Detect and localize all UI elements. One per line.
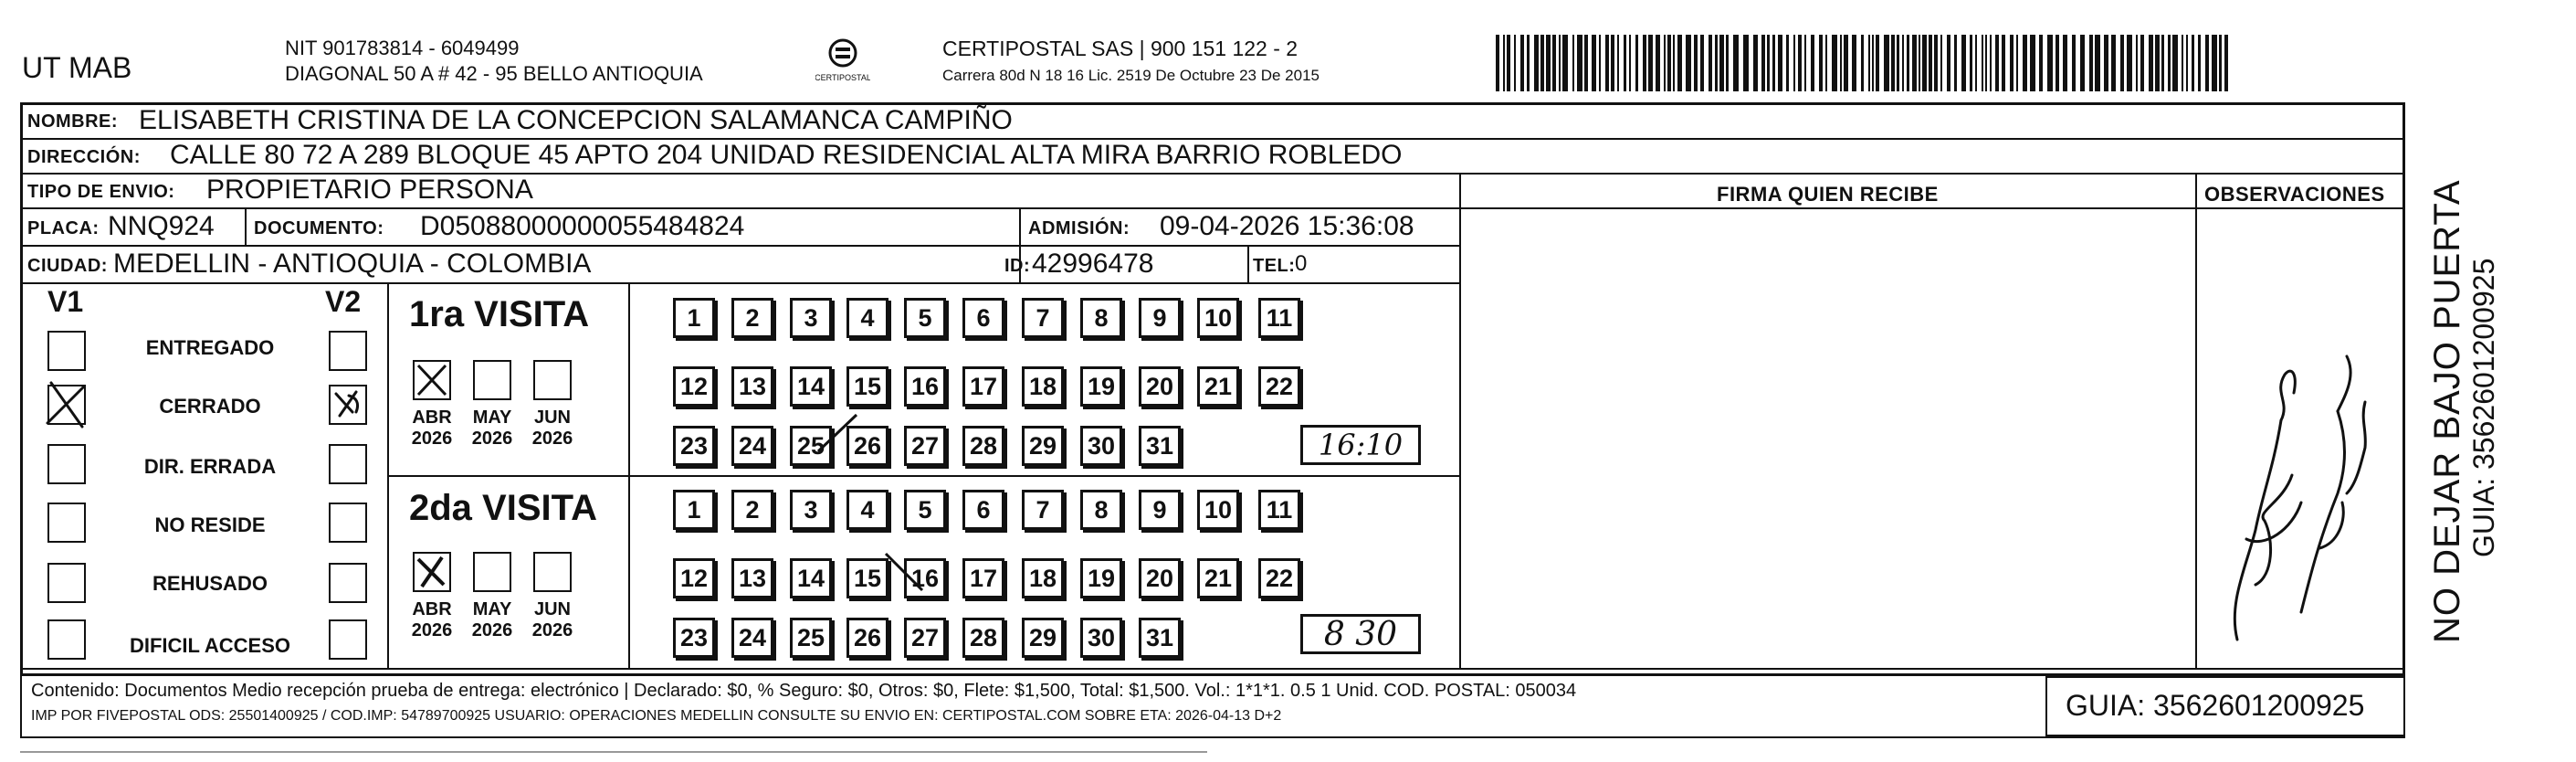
- barcode-bar: [2224, 35, 2228, 91]
- option-cerrado: CERRADO: [159, 395, 261, 418]
- barcode-bar: [1562, 35, 1568, 91]
- barcode-bar: [1496, 35, 1499, 91]
- visit1-day-31[interactable]: 31: [1139, 426, 1181, 466]
- visit2-day-27[interactable]: 27: [904, 618, 946, 658]
- visit1-day-5[interactable]: 5: [904, 298, 946, 338]
- barcode-bar: [1767, 35, 1770, 91]
- barcode-bar: [1624, 35, 1626, 91]
- barcode-bar: [2104, 35, 2108, 91]
- barcode-bar: [1786, 35, 1789, 91]
- visit1-day-11[interactable]: 11: [1258, 298, 1300, 338]
- visit1-day-20[interactable]: 20: [1139, 366, 1181, 407]
- visit2-day-30[interactable]: 30: [1080, 618, 1122, 658]
- documento-label: DOCUMENTO:: [254, 218, 384, 238]
- tipo-label: TIPO DE ENVIO:: [27, 182, 175, 202]
- visit2-day-24[interactable]: 24: [731, 618, 773, 658]
- barcode-bar: [1961, 35, 1966, 91]
- barcode-bar: [1599, 35, 1601, 91]
- visit2-day-17[interactable]: 17: [962, 558, 1004, 598]
- v1-label: V1: [47, 285, 84, 318]
- barcode: [1496, 35, 2228, 91]
- barcode-bar: [2140, 35, 2144, 91]
- barcode-bar: [2161, 35, 2164, 91]
- visit2-day-1[interactable]: 1: [673, 490, 715, 530]
- visit1-day-7[interactable]: 7: [1022, 298, 1064, 338]
- visit2-day-29[interactable]: 29: [1022, 618, 1064, 658]
- barcode-bar: [2016, 35, 2018, 91]
- visit2-day-22[interactable]: 22: [1258, 558, 1300, 598]
- visit2-day-6[interactable]: 6: [962, 490, 1004, 530]
- visit1-day-4[interactable]: 4: [846, 298, 888, 338]
- barcode-bar: [1919, 35, 1920, 91]
- visit1-day-17[interactable]: 17: [962, 366, 1004, 407]
- tel-label: TEL:: [1253, 256, 1296, 276]
- barcode-bar: [2149, 35, 2153, 91]
- v1-no-reside-checkbox[interactable]: [47, 503, 86, 543]
- certipostal-logo: [815, 37, 870, 88]
- barcode-bar: [1503, 35, 1505, 91]
- barcode-bar: [1897, 35, 1899, 91]
- barcode-bar: [1753, 35, 1758, 91]
- barcode-bar: [1902, 35, 1904, 91]
- barcode-bar: [1572, 35, 1574, 91]
- barcode-bar: [1868, 35, 1870, 91]
- barcode-bar: [1667, 35, 1671, 91]
- barcode-bar: [1954, 35, 1957, 91]
- option-rehusado: REHUSADO: [152, 572, 268, 595]
- visit1-day-14[interactable]: 14: [790, 366, 832, 407]
- visit1-day-19[interactable]: 19: [1080, 366, 1122, 407]
- barcode-bar: [1577, 35, 1582, 91]
- barcode-bar: [1552, 35, 1556, 91]
- barcode-bar: [1507, 35, 1510, 91]
- barcode-bar: [2127, 35, 2132, 91]
- barcode-bar: [1643, 35, 1646, 91]
- barcode-bar: [2136, 35, 2138, 91]
- org-name: UT MAB: [22, 51, 132, 84]
- barcode-bar: [2023, 35, 2027, 91]
- barcode-bar: [1733, 35, 1739, 91]
- visit1-day-12[interactable]: 12: [673, 366, 715, 407]
- v1-entregado-checkbox[interactable]: [47, 331, 86, 371]
- barcode-bar: [1832, 35, 1837, 91]
- barcode-bar: [2120, 35, 2124, 91]
- barcode-bar: [2072, 35, 2076, 91]
- visit1-day-22[interactable]: 22: [1258, 366, 1300, 407]
- visit1-day-30[interactable]: 30: [1080, 426, 1122, 466]
- barcode-bar: [1840, 35, 1842, 91]
- barcode-bar: [1617, 35, 1619, 91]
- visit2-day-23[interactable]: 23: [673, 618, 715, 658]
- barcode-bar: [2186, 35, 2188, 91]
- admision-value: 09-04-2026 15:36:08: [1160, 211, 1414, 241]
- barcode-bar: [1694, 35, 1698, 91]
- second-visit-title: 2da VISITA: [409, 488, 597, 528]
- visit1-day-24[interactable]: 24: [731, 426, 773, 466]
- barcode-bar: [1514, 35, 1516, 91]
- cross-mark-icon: [413, 552, 451, 592]
- id-label: ID:: [1004, 256, 1031, 276]
- barcode-bar: [2080, 35, 2085, 91]
- visit1-day-26[interactable]: 26: [846, 426, 888, 466]
- visit2-day-8[interactable]: 8: [1080, 490, 1122, 530]
- barcode-bar: [1546, 35, 1551, 91]
- barcode-bar: [1605, 35, 1609, 91]
- certipostal-name: CERTIPOSTAL SAS | 900 151 122 - 2: [942, 37, 1299, 60]
- visit2-day-12[interactable]: 12: [673, 558, 715, 598]
- barcode-bar: [1940, 35, 1942, 91]
- ciudad-label: CIUDAD:: [27, 256, 108, 276]
- visit2-day-11[interactable]: 11: [1258, 490, 1300, 530]
- visit1-month-abr-label: ABR 2026: [411, 407, 453, 449]
- barcode-bar: [2063, 35, 2067, 91]
- v1-rehusado-checkbox[interactable]: [47, 563, 86, 603]
- visit2-month-jun-label: JUN 2026: [531, 599, 573, 640]
- day14-cross-mark-icon: [813, 409, 862, 459]
- v2-dificil-acceso-checkbox[interactable]: [329, 619, 367, 660]
- barcode-bar: [1656, 35, 1660, 91]
- nombre-label: NOMBRE:: [27, 111, 119, 132]
- barcode-bar: [2168, 35, 2171, 91]
- visit2-day-4[interactable]: 4: [846, 490, 888, 530]
- barcode-bar: [1719, 35, 1724, 91]
- side-guia: GUIA: 3562601200925: [2467, 258, 2500, 557]
- barcode-bar: [1534, 35, 1539, 91]
- barcode-bar: [2155, 35, 2160, 91]
- direccion-label: DIRECCIÓN:: [27, 147, 141, 167]
- barcode-bar: [2205, 35, 2209, 91]
- visit1-day-13[interactable]: 13: [731, 366, 773, 407]
- tipo-value: PROPIETARIO PERSONA: [206, 175, 533, 205]
- placa-value: NNQ924: [108, 211, 215, 241]
- v2-entregado-checkbox[interactable]: [329, 331, 367, 371]
- visit2-month-jun-checkbox[interactable]: [533, 552, 572, 592]
- handwritten-signature: [2210, 311, 2374, 658]
- visit1-day-2[interactable]: 2: [731, 298, 773, 338]
- footer-imp: IMP POR FIVEPOSTAL ODS: 25501400925 / COD.IMP: 54789700925 USUARIO: OPERACIONES MEDELLIN CONSULTE SU ENVIO EN: CERTIPOSTAL.COM SOBRE ETA: 2026-04-13 D+2: [31, 708, 1282, 724]
- barcode-bar: [1891, 35, 1895, 91]
- documento-value: D05088000000055484824: [420, 211, 745, 241]
- barcode-bar: [2212, 35, 2217, 91]
- visit1-day-3[interactable]: 3: [790, 298, 832, 338]
- placa-label: PLACA:: [27, 218, 100, 238]
- visit1-day-21[interactable]: 21: [1197, 366, 1239, 407]
- certipostal-license: Carrera 80d N 18 16 Lic. 2519 De Octubre 23 De 2015: [942, 67, 1320, 84]
- tel-value: 0: [1295, 251, 1308, 276]
- barcode-bar: [1673, 35, 1675, 91]
- barcode-bar: [1793, 35, 1795, 91]
- visit2-month-abr-label: ABR 2026: [411, 599, 453, 640]
- barcode-bar: [1520, 35, 1524, 91]
- barcode-bar: [2192, 35, 2194, 91]
- barcode-bar: [1709, 35, 1712, 91]
- barcode-bar: [2111, 35, 2116, 91]
- barcode-bar: [1982, 35, 1983, 91]
- barcode-bar: [2089, 35, 2093, 91]
- visit2-day-18[interactable]: 18: [1022, 558, 1064, 598]
- visit1-day-27[interactable]: 27: [904, 426, 946, 466]
- barcode-bar: [2039, 35, 2043, 91]
- visit2-day-13[interactable]: 13: [731, 558, 773, 598]
- barcode-bar: [2002, 35, 2005, 91]
- barcode-bar: [1929, 35, 1932, 91]
- direccion-value: CALLE 80 72 A 289 BLOQUE 45 APTO 204 UNIDAD RESIDENCIAL ALTA MIRA BARRIO ROBLEDO: [170, 140, 1403, 170]
- visit1-day-18[interactable]: 18: [1022, 366, 1064, 407]
- barcode-bar: [1798, 35, 1802, 91]
- visit2-month-abr-checkbox[interactable]: [413, 552, 451, 592]
- barcode-bar: [1629, 35, 1631, 91]
- day4-cross-mark-icon: [882, 548, 931, 598]
- barcode-bar: [1648, 35, 1653, 91]
- v2-cerrado-checkbox[interactable]: [329, 385, 367, 425]
- barcode-bar: [1743, 35, 1749, 91]
- barcode-bar: [1811, 35, 1814, 91]
- barcode-bar: [1686, 35, 1691, 91]
- barcode-bar: [1726, 35, 1729, 91]
- visit1-month-jun-label: JUN 2026: [531, 407, 573, 449]
- org-address: DIAGONAL 50 A # 42 - 95 BELLO ANTIOQUIA: [285, 62, 703, 85]
- visit1-day-29[interactable]: 29: [1022, 426, 1064, 466]
- barcode-bar: [1947, 35, 1950, 91]
- visit2-month-may-label: MAY 2026: [471, 599, 513, 640]
- visit1-month-may-checkbox[interactable]: [473, 360, 511, 400]
- barcode-bar: [1912, 35, 1917, 91]
- logo-text: CERTIPOSTAL: [815, 73, 870, 82]
- barcode-bar: [1761, 35, 1765, 91]
- barcode-bar: [2056, 35, 2059, 91]
- visit1-day-1[interactable]: 1: [673, 298, 715, 338]
- visit1-time-box[interactable]: 16:10: [1300, 425, 1421, 465]
- visit2-day-3[interactable]: 3: [790, 490, 832, 530]
- barcode-bar: [1804, 35, 1806, 91]
- barcode-bar: [1819, 35, 1823, 91]
- barcode-bar: [1985, 35, 1987, 91]
- barcode-bar: [1611, 35, 1614, 91]
- nombre-value: ELISABETH CRISTINA DE LA CONCEPCION SALAMANCA CAMPIÑO: [139, 105, 1013, 135]
- visit1-month-abr-checkbox[interactable]: [413, 360, 451, 400]
- visit2-day-28[interactable]: 28: [962, 618, 1004, 658]
- visit1-day-15[interactable]: 15: [846, 366, 888, 407]
- v2-rehusado-checkbox[interactable]: [329, 563, 367, 603]
- option-no-reside: NO RESIDE: [154, 513, 266, 536]
- v1-dir-errada-checkbox[interactable]: [47, 444, 86, 484]
- visit1-day-10[interactable]: 10: [1197, 298, 1239, 338]
- barcode-bar: [2172, 35, 2178, 91]
- visit2-day-2[interactable]: 2: [731, 490, 773, 530]
- barcode-bar: [1664, 35, 1666, 91]
- v2-no-reside-checkbox[interactable]: [329, 503, 367, 543]
- barcode-bar: [1677, 35, 1682, 91]
- barcode-bar: [1884, 35, 1889, 91]
- visit2-day-16[interactable]: 16: [904, 558, 946, 598]
- barcode-bar: [2198, 35, 2201, 91]
- cross-mark-icon: [413, 360, 451, 400]
- firma-header: FIRMA QUIEN RECIBE: [1717, 183, 1939, 206]
- barcode-bar: [1975, 35, 1977, 91]
- visit1-day-28[interactable]: 28: [962, 426, 1004, 466]
- observaciones-header: OBSERVACIONES: [2204, 183, 2385, 206]
- barcode-bar: [1715, 35, 1718, 91]
- ciudad-value: MEDELLIN - ANTIOQUIA - COLOMBIA: [113, 249, 592, 279]
- barcode-bar: [1584, 35, 1588, 91]
- barcode-bar: [1995, 35, 1999, 91]
- barcode-bar: [1700, 35, 1704, 91]
- visit2-day-9[interactable]: 9: [1139, 490, 1181, 530]
- cross-mark-icon: [42, 376, 93, 432]
- footer-guia: GUIA: 3562601200925: [2066, 689, 2365, 722]
- barcode-bar: [1934, 35, 1938, 91]
- visit1-day-16[interactable]: 16: [904, 366, 946, 407]
- barcode-bar: [1527, 35, 1530, 91]
- barcode-bar: [1844, 35, 1848, 91]
- barcode-bar: [2219, 35, 2222, 91]
- org-nit: NIT 901783814 - 6049499: [285, 37, 520, 59]
- barcode-bar: [2047, 35, 2053, 91]
- barcode-bar: [1922, 35, 1927, 91]
- barcode-bar: [1772, 35, 1775, 91]
- v2-dir-errada-checkbox[interactable]: [329, 444, 367, 484]
- barcode-bar: [1540, 35, 1544, 91]
- barcode-bar: [1559, 35, 1561, 91]
- side-warning: NO DEJAR BAJO PUERTA: [2427, 179, 2467, 643]
- barcode-bar: [1907, 35, 1909, 91]
- option-dir-errada: DIR. ERRADA: [143, 455, 277, 478]
- visit1-day-23[interactable]: 23: [673, 426, 715, 466]
- footer-contenido: Contenido: Documentos Medio recepción prueba de entrega: electrónico | Declarado: $0, % Seguro: $0, Otros: $0, Flete: $1,500, Total: $1,500. Vol.: 1*1*1. 0.5 1 Unid. COD. POSTAL: 050034: [31, 681, 1577, 701]
- visit2-day-7[interactable]: 7: [1022, 490, 1064, 530]
- barcode-bar: [2030, 35, 2035, 91]
- barcode-bar: [1825, 35, 1827, 91]
- barcode-bar: [2095, 35, 2100, 91]
- barcode-bar: [1778, 35, 1782, 91]
- visit2-day-14[interactable]: 14: [790, 558, 832, 598]
- v1-cerrado-checkbox[interactable]: [47, 385, 86, 425]
- visit1-day-9[interactable]: 9: [1139, 298, 1181, 338]
- barcode-bar: [1872, 35, 1874, 91]
- visit2-day-26[interactable]: 26: [846, 618, 888, 658]
- cross-mark-icon: [329, 385, 367, 425]
- id-value: 42996478: [1032, 249, 1154, 279]
- visit2-day-10[interactable]: 10: [1197, 490, 1239, 530]
- option-dificil-acceso: DIFICIL ACCESO: [129, 634, 290, 657]
- visit2-day-19[interactable]: 19: [1080, 558, 1122, 598]
- visit2-month-may-checkbox[interactable]: [473, 552, 511, 592]
- visit2-day-25[interactable]: 25: [790, 618, 832, 658]
- barcode-bar: [2010, 35, 2013, 91]
- visit2-day-21[interactable]: 21: [1197, 558, 1239, 598]
- first-visit-title: 1ra VISITA: [409, 294, 590, 334]
- barcode-bar: [1861, 35, 1864, 91]
- barcode-bar: [1876, 35, 1879, 91]
- visit1-month-jun-checkbox[interactable]: [533, 360, 572, 400]
- visit2-day-15[interactable]: 15: [846, 558, 888, 598]
- v1-dificil-acceso-checkbox[interactable]: [47, 619, 86, 660]
- visit1-day-6[interactable]: 6: [962, 298, 1004, 338]
- v2-label: V2: [325, 285, 362, 318]
- barcode-bar: [1592, 35, 1596, 91]
- option-entregado: ENTREGADO: [145, 336, 275, 359]
- visit2-day-20[interactable]: 20: [1139, 558, 1181, 598]
- barcode-bar: [2182, 35, 2183, 91]
- barcode-bar: [1852, 35, 1856, 91]
- barcode-bar: [1990, 35, 1992, 91]
- visit1-day-8[interactable]: 8: [1080, 298, 1122, 338]
- admision-label: ADMISIÓN:: [1028, 218, 1130, 238]
- visit2-day-31[interactable]: 31: [1139, 618, 1181, 658]
- barcode-bar: [1970, 35, 1972, 91]
- visit1-day-25[interactable]: 25: [790, 426, 832, 466]
- visit2-day-5[interactable]: 5: [904, 490, 946, 530]
- visit1-month-may-label: MAY 2026: [471, 407, 513, 449]
- barcode-bar: [1635, 35, 1638, 91]
- visit2-time-box[interactable]: 8 30: [1300, 614, 1421, 654]
